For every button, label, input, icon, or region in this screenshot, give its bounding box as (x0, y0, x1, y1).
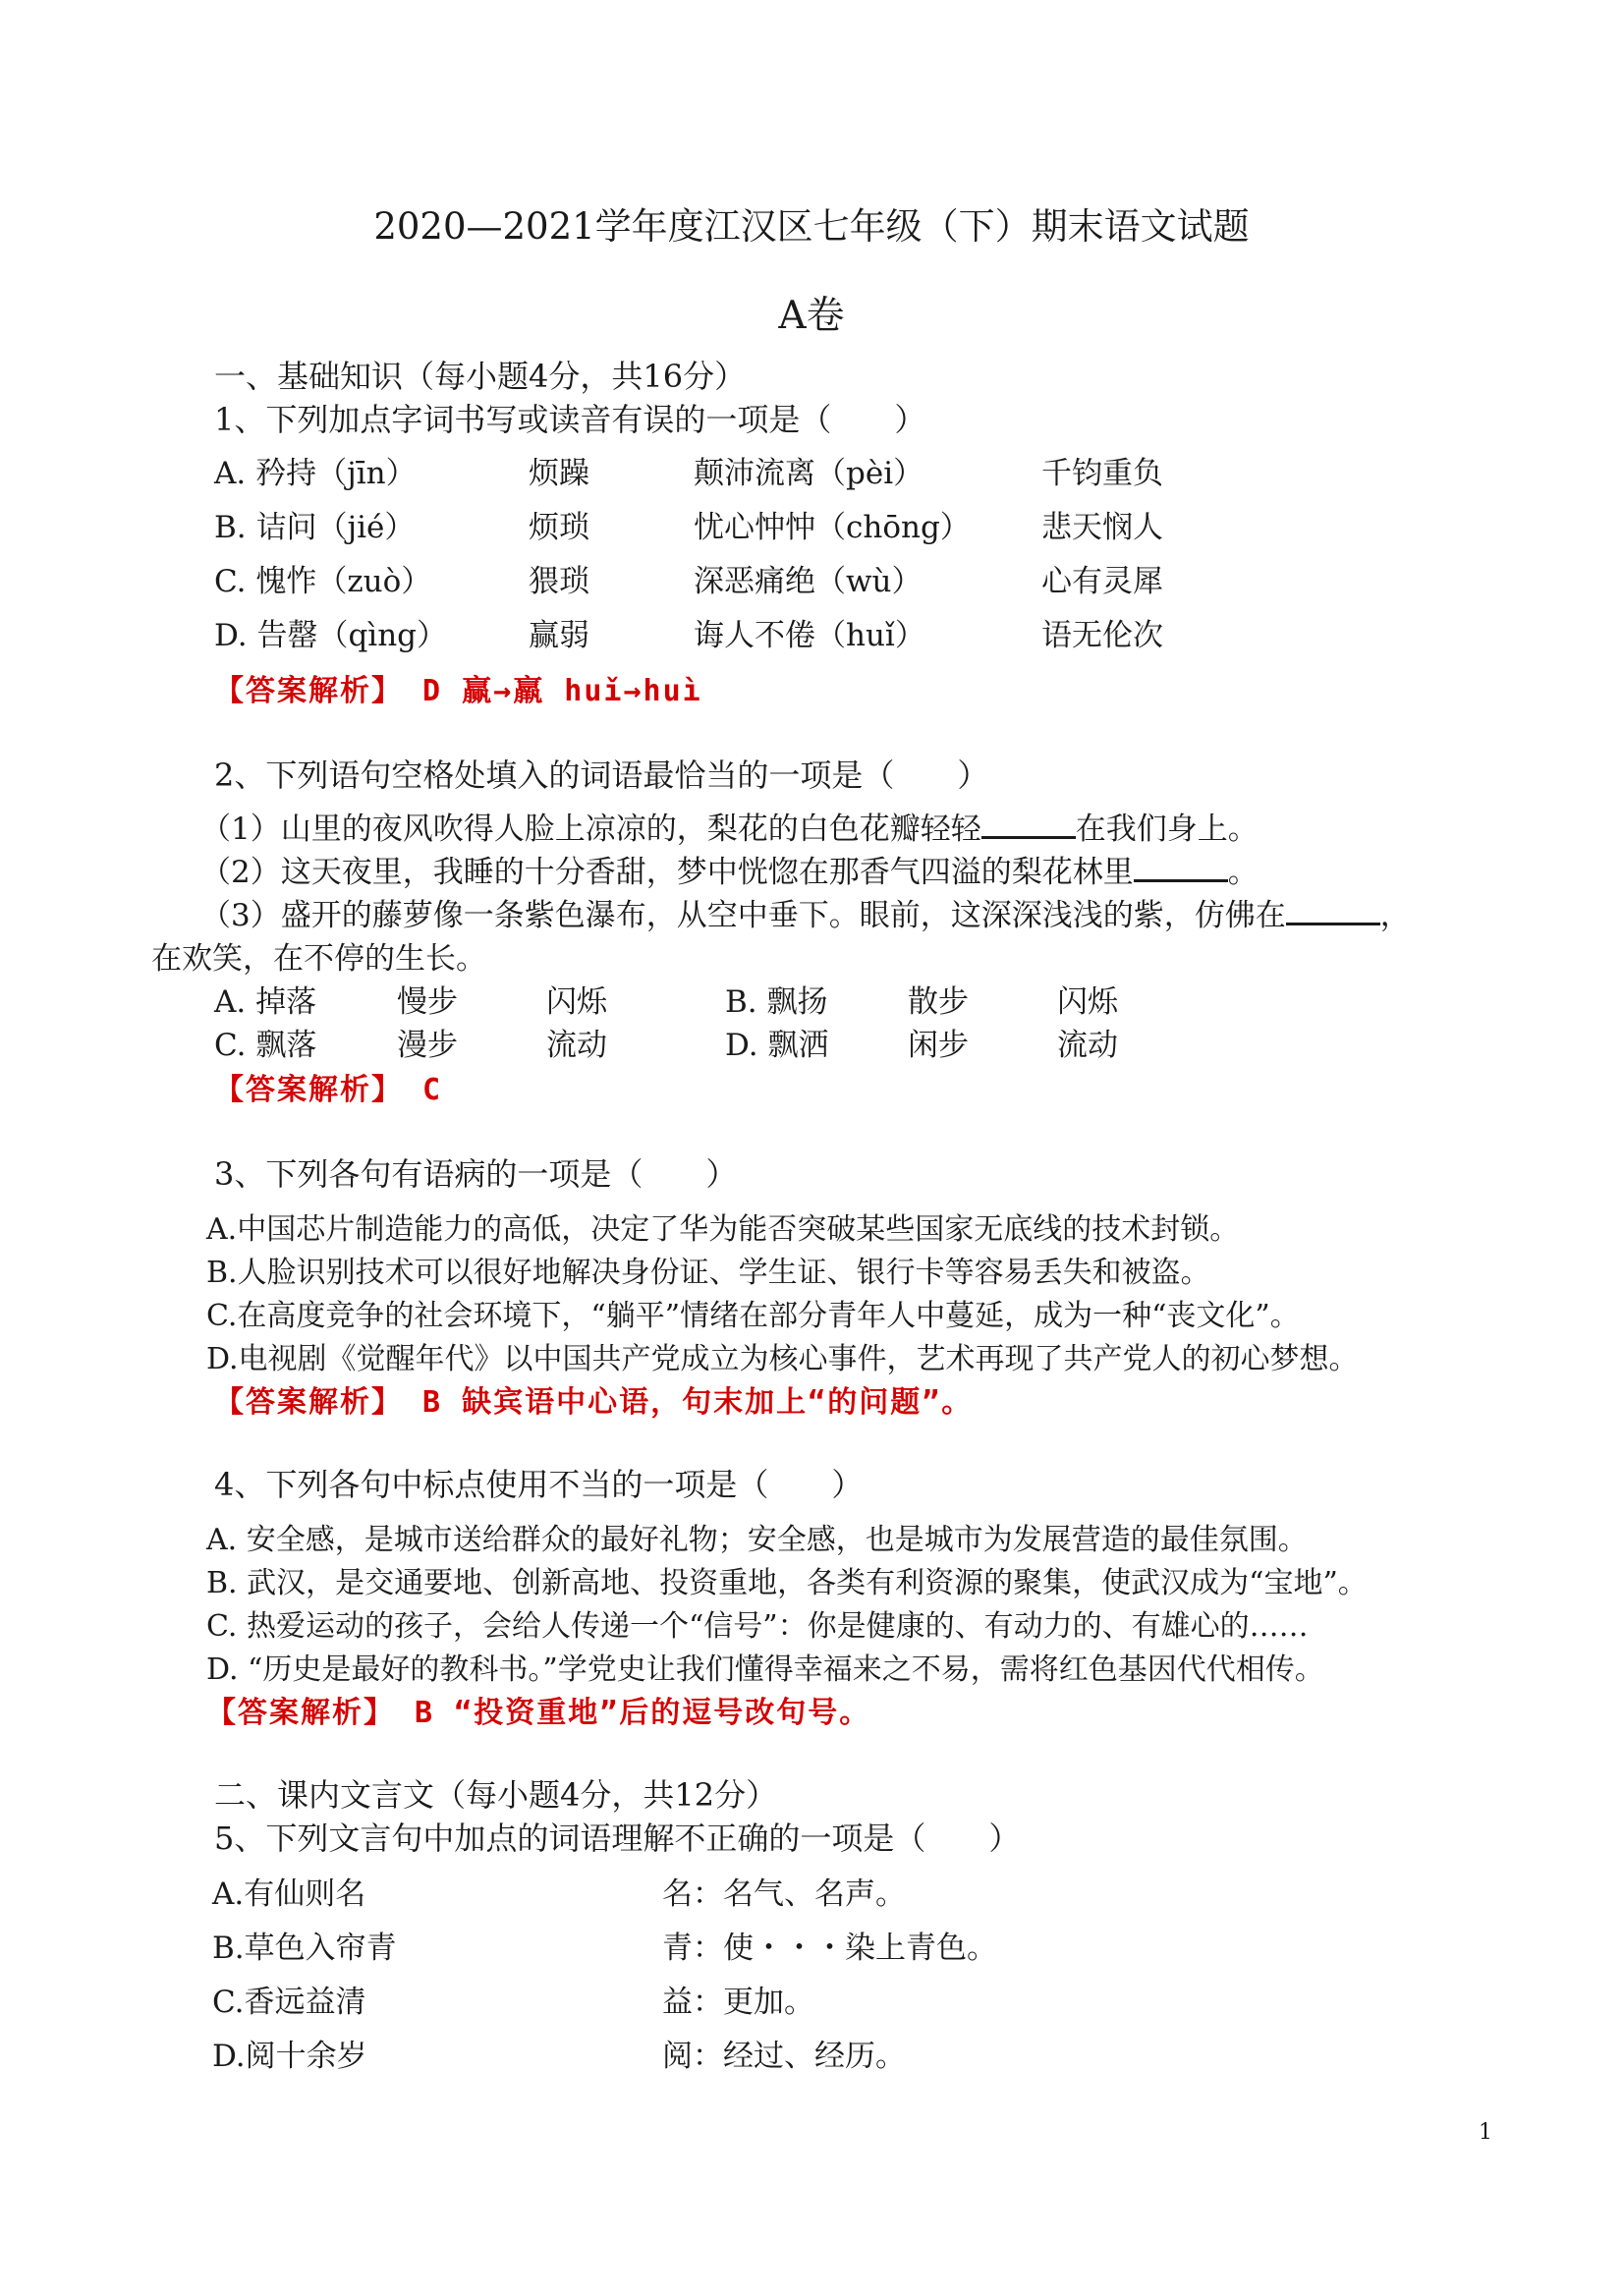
option-cell: 忧心忡忡（chōng） (694, 510, 971, 545)
question-3-stem: 3、下列各句有语病的一项是（ ） (214, 1155, 738, 1193)
phrase-a: A.有仙则名 (212, 1876, 366, 1912)
option-a: A. 安全感，是城市送给群众的最好礼物；安全感，也是城市为发展营造的最佳氛围。 (206, 1523, 1308, 1557)
option-c: C.在高度竞争的社会环境下，“躺平”情绪在部分青年人中蔓延，成为一种“丧文化”。 (206, 1299, 1300, 1333)
phrase-b: B.草色入帘青 (212, 1931, 397, 1966)
answer-4: 【答案解析】 B “投资重地”后的逗号改句号。 (206, 1696, 871, 1730)
question-2-stem: 2、下列语句空格处填入的词语最恰当的一项是（ ） (214, 756, 989, 794)
option-cell: 闪烁 (1057, 984, 1118, 1020)
option-cell: 赢弱 (529, 618, 589, 653)
option-cell: 烦琐 (529, 510, 589, 545)
option-cell: A. 矜持（jīn） (214, 456, 417, 491)
option-cell: 深恶痛绝（wù） (694, 564, 923, 599)
fill-blank (1286, 897, 1380, 925)
page-title: 2020—2021学年度江汉区七年级（下）期末语文试题 (373, 205, 1250, 248)
option-cell: B. 飘扬 (725, 984, 828, 1020)
gloss-a: 名：名气、名声。 (662, 1876, 906, 1912)
option-cell: 千钧重负 (1041, 456, 1163, 491)
option-cell: 漫步 (397, 1028, 458, 1063)
option-b: B. 武汉，是交通要地、创新高地、投资重地，各类有利资源的聚集，使武汉成为“宝地”。 (206, 1566, 1368, 1600)
phrase-d: D.阅十余岁 (212, 2039, 367, 2074)
gloss-c: 益：更加。 (662, 1985, 814, 2020)
option-cell: 流动 (1057, 1028, 1118, 1063)
option-cell: 流动 (546, 1028, 607, 1063)
option-cell: A. 掉落 (214, 984, 317, 1020)
paper-section-label: A卷 (778, 294, 845, 338)
option-cell: C. 愧怍（zuò） (214, 564, 432, 599)
sentence-1: （1）山里的夜风吹得人脸上凉凉的，梨花的白色花瓣轻轻 在我们身上。 (200, 812, 1259, 847)
option-cell: D. 告罄（qìng） (214, 618, 448, 653)
answer-2: 【答案解析】 C (214, 1073, 443, 1107)
gloss-b: 青：使・・・染上青色。 (662, 1931, 997, 1966)
question-5-stem: 5、下列文言句中加点的词语理解不正确的一项是（ ） (214, 1820, 1021, 1857)
option-cell: 颠沛流离（pèi） (694, 456, 924, 491)
option-cell: 烦躁 (529, 456, 589, 491)
option-c: C. 热爱运动的孩子，会给人传递一个“信号”：你是健康的、有动力的、有雄心的…… (206, 1609, 1309, 1644)
question-1-stem: 1、下列加点字词书写或读音有误的一项是（ ） (214, 401, 926, 438)
page-number: 1 (1479, 2120, 1492, 2145)
sentence-3-continued: 在欢笑，在不停的生长。 (151, 941, 486, 977)
fill-blank (1134, 854, 1228, 882)
option-cell: 心有灵犀 (1041, 564, 1163, 599)
fill-blank (981, 811, 1076, 839)
option-cell: 悲天悯人 (1041, 510, 1163, 545)
option-cell: 猥琐 (529, 564, 589, 599)
option-cell: 慢步 (397, 984, 458, 1020)
option-cell: 闪烁 (546, 984, 607, 1020)
answer-1: 【答案解析】 D 赢→羸 huǐ→huì (214, 674, 702, 708)
section-heading-1: 一、基础知识（每小题4分，共16分） (214, 358, 747, 395)
option-cell: 诲人不倦（huǐ） (694, 618, 925, 653)
option-cell: 散步 (908, 984, 969, 1020)
gloss-d: 阅：经过、经历。 (662, 2039, 906, 2074)
option-cell: B. 诘问（jié） (214, 510, 416, 545)
answer-3: 【答案解析】 B 缺宾语中心语，句末加上“的问题”。 (214, 1385, 974, 1420)
option-d: D.电视剧《觉醒年代》以中国共产党成立为核心事件，艺术再现了共产党人的初心梦想。 (206, 1342, 1359, 1376)
option-cell: 闲步 (908, 1028, 969, 1063)
option-cell: D. 飘洒 (725, 1028, 829, 1063)
question-4-stem: 4、下列各句中标点使用不当的一项是（ ） (214, 1466, 864, 1503)
sentence-2: （2）这天夜里，我睡的十分香甜，梦中恍惚在那香气四溢的梨花林里 。 (200, 855, 1259, 890)
option-d: D. “历史是最好的教科书。”学党史让我们懂得幸福来之不易，需将红色基因代代相传。 (206, 1652, 1324, 1687)
option-cell: 语无伦次 (1041, 618, 1163, 653)
phrase-c: C.香远益清 (212, 1985, 366, 2020)
sentence-3: （3）盛开的藤萝像一条紫色瀑布，从空中垂下。眼前，这深深浅浅的紫，仿佛在 ， (200, 898, 1411, 933)
option-cell: C. 飘落 (214, 1028, 317, 1063)
option-b: B.人脸识别技术可以很好地解决身份证、学生证、银行卡等容易丢失和被盗。 (206, 1256, 1210, 1290)
section-heading-2: 二、课内文言文（每小题4分，共12分） (214, 1776, 778, 1814)
option-a: A.中国芯片制造能力的高低，决定了华为能否突破某些国家无底线的技术封锁。 (206, 1212, 1240, 1247)
